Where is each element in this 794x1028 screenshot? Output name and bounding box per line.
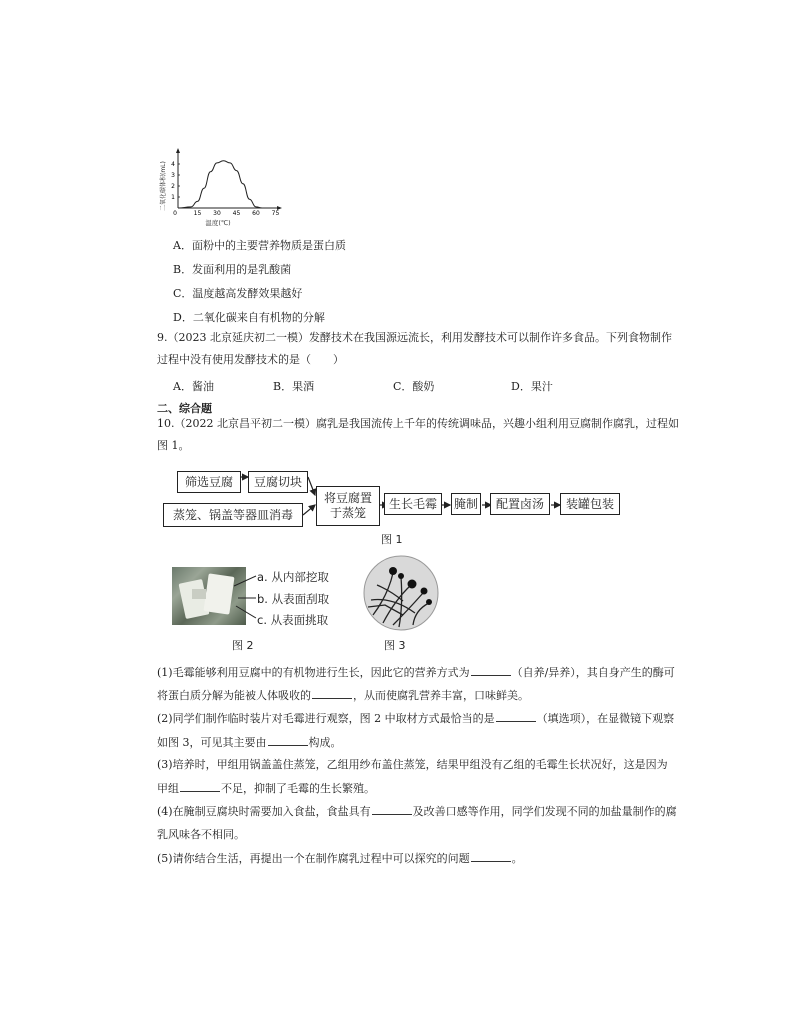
answer-blank-5[interactable] bbox=[180, 781, 220, 792]
q9-stem-line2: 过程中没有使用发酵技术的是（ ） bbox=[157, 353, 344, 366]
x-tick-label: 15 bbox=[193, 210, 202, 217]
q10-part1-line1 bbox=[157, 665, 675, 680]
q10-part1-line2 bbox=[157, 688, 529, 703]
temperature-co2-chart bbox=[156, 146, 286, 228]
figure2-label-b: b. 从表面刮取 bbox=[257, 592, 330, 606]
q8-option-c: C．温度越高发酵效果越好 bbox=[173, 287, 303, 300]
sporangium-2 bbox=[408, 580, 417, 589]
q10-part3-line1: (3)培养时，甲组用锅盖盖住蒸笼，乙组用纱布盖住蒸笼，结果甲组没有乙组的毛霉生长状况好，这是因为 bbox=[157, 758, 668, 771]
mold-microscope-view bbox=[363, 555, 439, 631]
x-tick-label: 60 bbox=[252, 210, 260, 217]
flow-box-brine: 配置卤汤 bbox=[490, 493, 550, 515]
q10-part1-text-c: 将蛋白质分解为能被人体吸收的 bbox=[157, 689, 311, 702]
y-tick-label: 3 bbox=[171, 172, 175, 179]
y-tick-label: 2 bbox=[171, 183, 175, 190]
figure2-label-c: c. 从表面挑取 bbox=[257, 613, 329, 627]
flow-box-sterilize: 蒸笼、锅盖等器皿消毒 bbox=[163, 503, 303, 527]
q10-part1-text-a: (1)毛霉能够利用豆腐中的有机物进行生长，因此它的营养方式为 bbox=[157, 666, 470, 679]
sporangium-5 bbox=[426, 599, 432, 605]
q8-option-d: D．二氧化碳来自有机物的分解 bbox=[173, 311, 325, 324]
q10-part2-line1 bbox=[157, 711, 674, 726]
figure2-pointer-lines bbox=[230, 568, 260, 624]
q9-option-b: B．果酒 bbox=[273, 380, 315, 393]
q10-stem-line1: 10.（2022 北京昌平初二一模）腐乳是我国流传上千年的传统调味品，兴趣小组利用豆腐制作腐乳，过程如 bbox=[157, 417, 679, 430]
answer-blank-6[interactable] bbox=[372, 804, 412, 815]
q9-stem-line1: 9.（2023 北京延庆初二一模）发酵技术在我国源远流长，利用发酵技术可以制作许多食品。下列食物制作 bbox=[157, 331, 672, 344]
x-tick-label: 75 bbox=[271, 210, 280, 217]
q9-option-a: A．酱油 bbox=[173, 380, 214, 393]
q10-part4-text-a: (4)在腌制豆腐块时需要加入食盐，食盐具有 bbox=[157, 805, 371, 818]
flow-box-pack: 装罐包装 bbox=[560, 493, 620, 515]
flow-box-place-tofu: 将豆腐置于蒸笼 bbox=[316, 486, 380, 526]
x-tick-label: 45 bbox=[232, 210, 241, 217]
x-tick-label: 30 bbox=[213, 210, 221, 217]
section-heading: 二、综合题 bbox=[157, 402, 212, 415]
q10-part5-text-b: 。 bbox=[511, 852, 523, 865]
chart-xlabel: 温度(℃) bbox=[205, 219, 231, 227]
q10-part2-text-a: (2)同学们制作临时装片对毛霉进行观察，图 2 中取材方式最恰当的是 bbox=[157, 712, 495, 725]
q10-part1-text-b: （自养/异养），其自身产生的酶可 bbox=[511, 666, 675, 679]
q10-stem-line2: 图 1。 bbox=[157, 439, 190, 452]
q9-option-d: D．果汁 bbox=[511, 380, 553, 393]
q10-part3-line2 bbox=[157, 781, 375, 796]
sporangium-3 bbox=[421, 588, 428, 595]
sporangium-4 bbox=[398, 573, 404, 579]
answer-blank-1[interactable] bbox=[471, 665, 511, 676]
flow-box-cut-tofu: 豆腐切块 bbox=[248, 471, 308, 493]
q9-option-c: C．酸奶 bbox=[393, 380, 435, 393]
answer-blank-4[interactable] bbox=[268, 735, 308, 746]
answer-blank-2[interactable] bbox=[312, 688, 352, 699]
y-tick-label: 4 bbox=[171, 161, 175, 168]
q10-part2-line2 bbox=[157, 735, 342, 750]
q10-part3-text-c: 不足，抑制了毛霉的生长繁殖。 bbox=[221, 782, 375, 795]
figure3-caption: 图 3 bbox=[384, 639, 406, 652]
q8-option-a: A．面粉中的主要营养物质是蛋白质 bbox=[173, 239, 346, 252]
q10-part2-text-b: （填选项），在显微镜下观察 bbox=[536, 712, 675, 725]
figure1-caption: 图 1 bbox=[381, 533, 403, 546]
sporangium-1 bbox=[389, 567, 397, 575]
x-tick-label: 0 bbox=[173, 210, 177, 217]
q10-part1-text-d: ，从而使腐乳营养丰富，口味鲜美。 bbox=[353, 689, 529, 702]
q10-part4-line1 bbox=[157, 804, 677, 819]
q10-part5-text-a: (5)请你结合生活，再提出一个在制作腐乳过程中可以探究的问题 bbox=[157, 852, 470, 865]
chart-ylabel: 二氧化碳体积(mL) bbox=[160, 161, 167, 211]
q8-option-b: B．发面利用的是乳酸菌 bbox=[173, 263, 292, 276]
answer-blank-7[interactable] bbox=[471, 851, 511, 862]
flow-box-grow-mold: 生长毛霉 bbox=[384, 493, 442, 515]
q10-part3-text-b: 甲组 bbox=[157, 782, 179, 795]
q10-part5-line1 bbox=[157, 851, 523, 866]
q10-part4-text-b: 及改善口感等作用，同学们发现不同的加盐量制作的腐 bbox=[412, 805, 677, 818]
answer-blank-3[interactable] bbox=[496, 711, 536, 722]
q10-part2-text-c: 如图 3，可见其主要由 bbox=[157, 736, 267, 749]
figure2-label-a: a. 从内部挖取 bbox=[257, 570, 329, 584]
flow-box-select-tofu: 筛选豆腐 bbox=[177, 471, 241, 493]
q10-part2-text-d: 构成。 bbox=[308, 736, 342, 749]
figure2-caption: 图 2 bbox=[232, 639, 254, 652]
chart-curve bbox=[178, 161, 263, 208]
q10-part4-line2: 乳风味各不相同。 bbox=[157, 828, 245, 841]
flow-box-pickle: 腌制 bbox=[451, 493, 481, 515]
y-tick-label: 1 bbox=[171, 194, 175, 201]
